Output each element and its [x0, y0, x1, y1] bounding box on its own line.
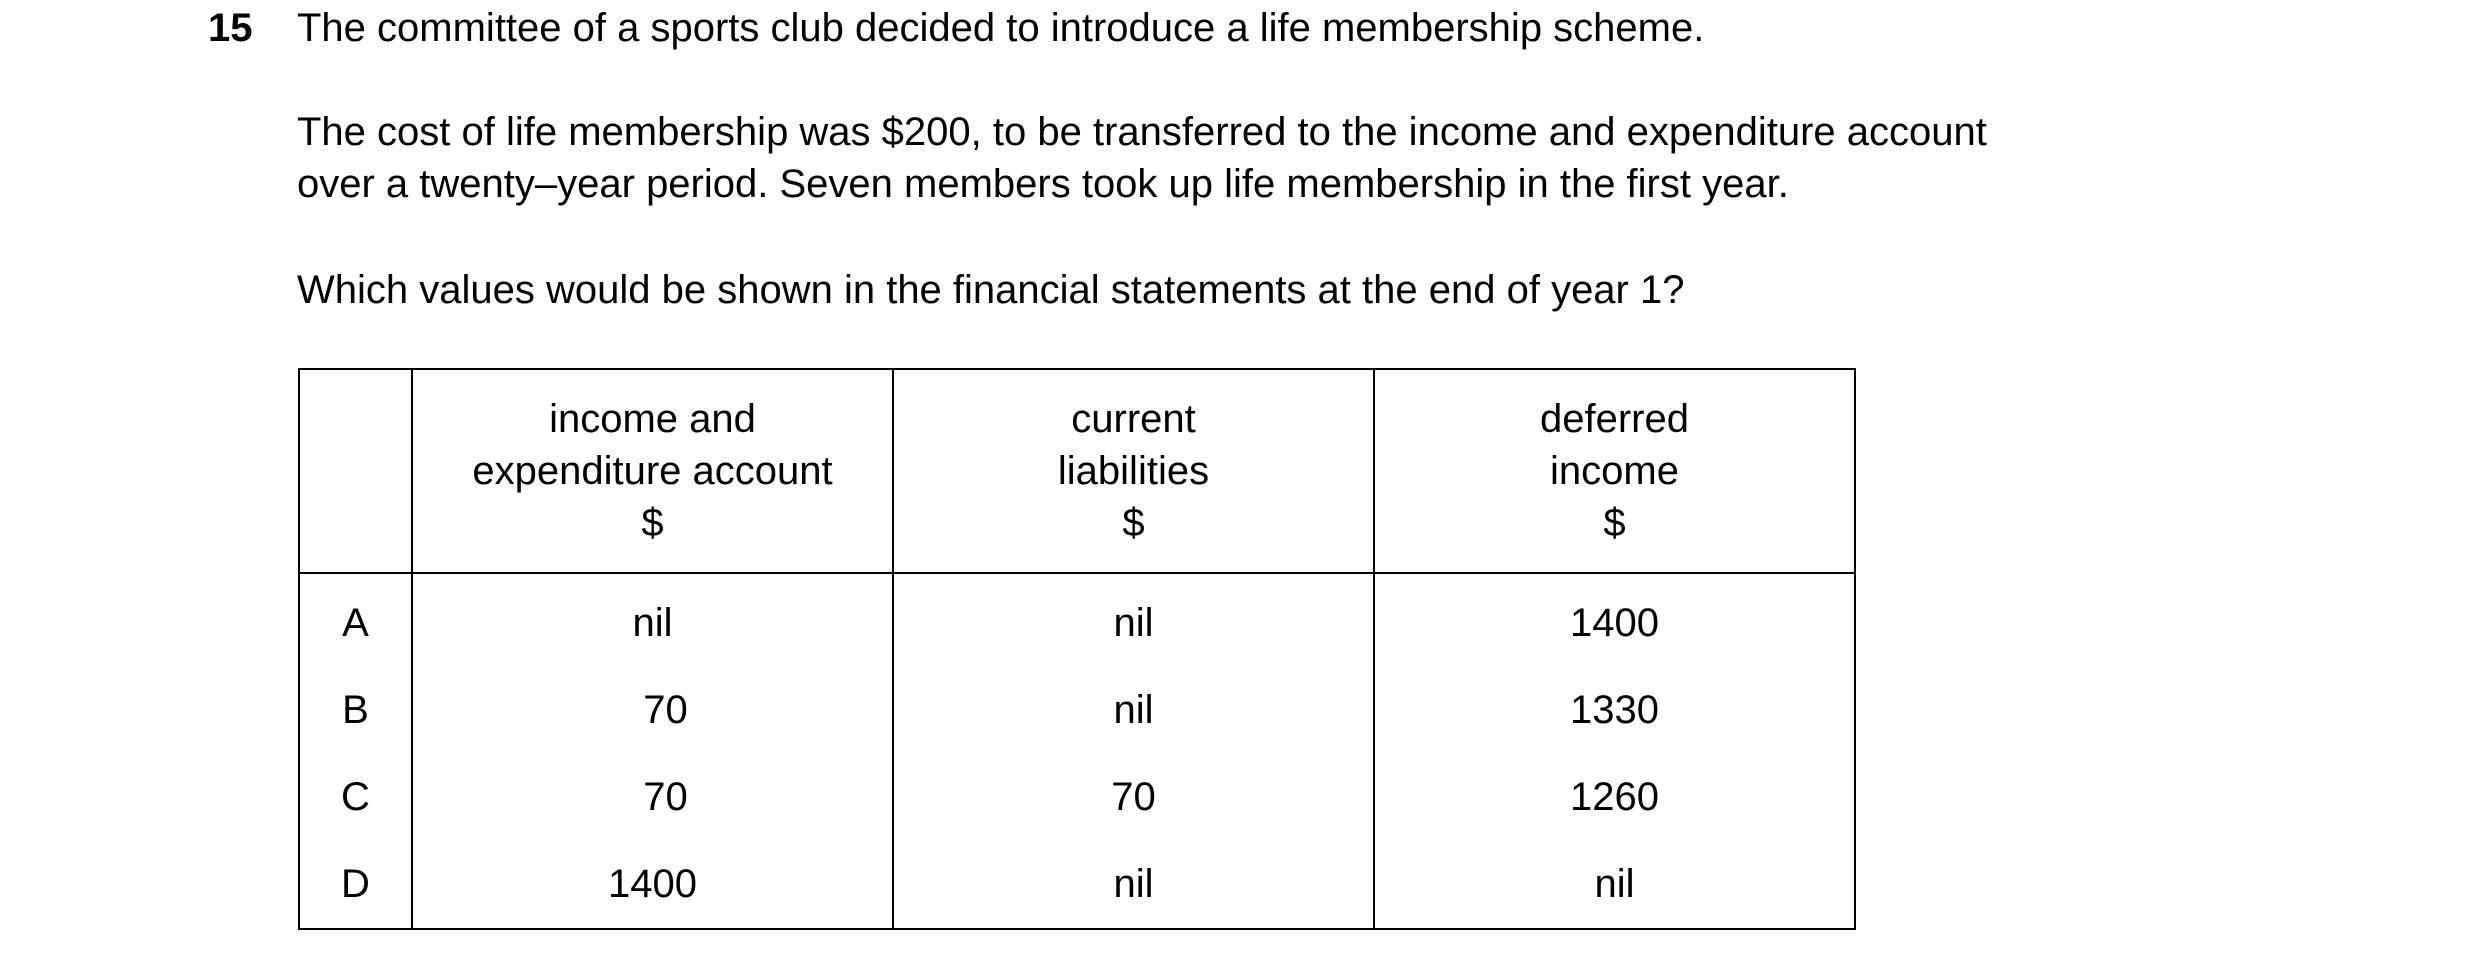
header-line: income	[1550, 449, 1679, 493]
question-stem-intro: The committee of a sports club decided to introduce a life membership scheme.	[297, 6, 1705, 50]
option-row-d	[299, 841, 1855, 929]
deferred-income-value: 1400	[1374, 573, 1855, 667]
current-liabilities-value: nil	[893, 573, 1374, 667]
question-number: 15	[208, 6, 253, 50]
current-liabilities-value: nil	[893, 667, 1374, 754]
detail-line-2: over a twenty–year period. Seven members took up life membership in the first year.	[297, 162, 1789, 206]
header-row	[299, 369, 1855, 573]
header-unit: $	[1603, 501, 1626, 545]
current-liabilities-value: 70	[893, 754, 1374, 841]
header-deferred-income	[1374, 369, 1855, 573]
option-letter: A	[299, 573, 412, 667]
header-unit: $	[641, 501, 664, 545]
deferred-income-value: 1260	[1374, 754, 1855, 841]
header-income-expenditure	[412, 369, 893, 573]
income-expenditure-value: 70	[412, 667, 893, 754]
options-table	[298, 368, 1856, 930]
question-stem-detail	[297, 106, 1987, 210]
deferred-income-value: nil	[1374, 841, 1855, 929]
header-line: current	[1071, 397, 1196, 441]
header-line: expenditure account	[472, 449, 833, 493]
current-liabilities-value: nil	[893, 841, 1374, 929]
header-unit: $	[1122, 501, 1145, 545]
header-line: liabilities	[1057, 449, 1210, 493]
header-letter-cell	[299, 369, 412, 573]
option-letter: D	[299, 841, 412, 929]
option-letter: B	[299, 667, 412, 754]
header-line: deferred	[1540, 397, 1689, 441]
deferred-income-value: 1330	[1374, 667, 1855, 754]
option-letter: C	[299, 754, 412, 841]
option-row-b	[299, 667, 1855, 754]
option-row-c	[299, 754, 1855, 841]
option-row-a	[299, 573, 1855, 667]
detail-line-1: The cost of life membership was $200, to be transferred to the income and expenditure account	[297, 110, 1987, 154]
header-current-liabilities	[893, 369, 1374, 573]
header-line: income and	[549, 397, 756, 441]
income-expenditure-value: 1400	[412, 841, 893, 929]
income-expenditure-value: nil	[412, 573, 893, 667]
income-expenditure-value: 70	[412, 754, 893, 841]
question-prompt: Which values would be shown in the financial statements at the end of year 1?	[297, 268, 1685, 312]
